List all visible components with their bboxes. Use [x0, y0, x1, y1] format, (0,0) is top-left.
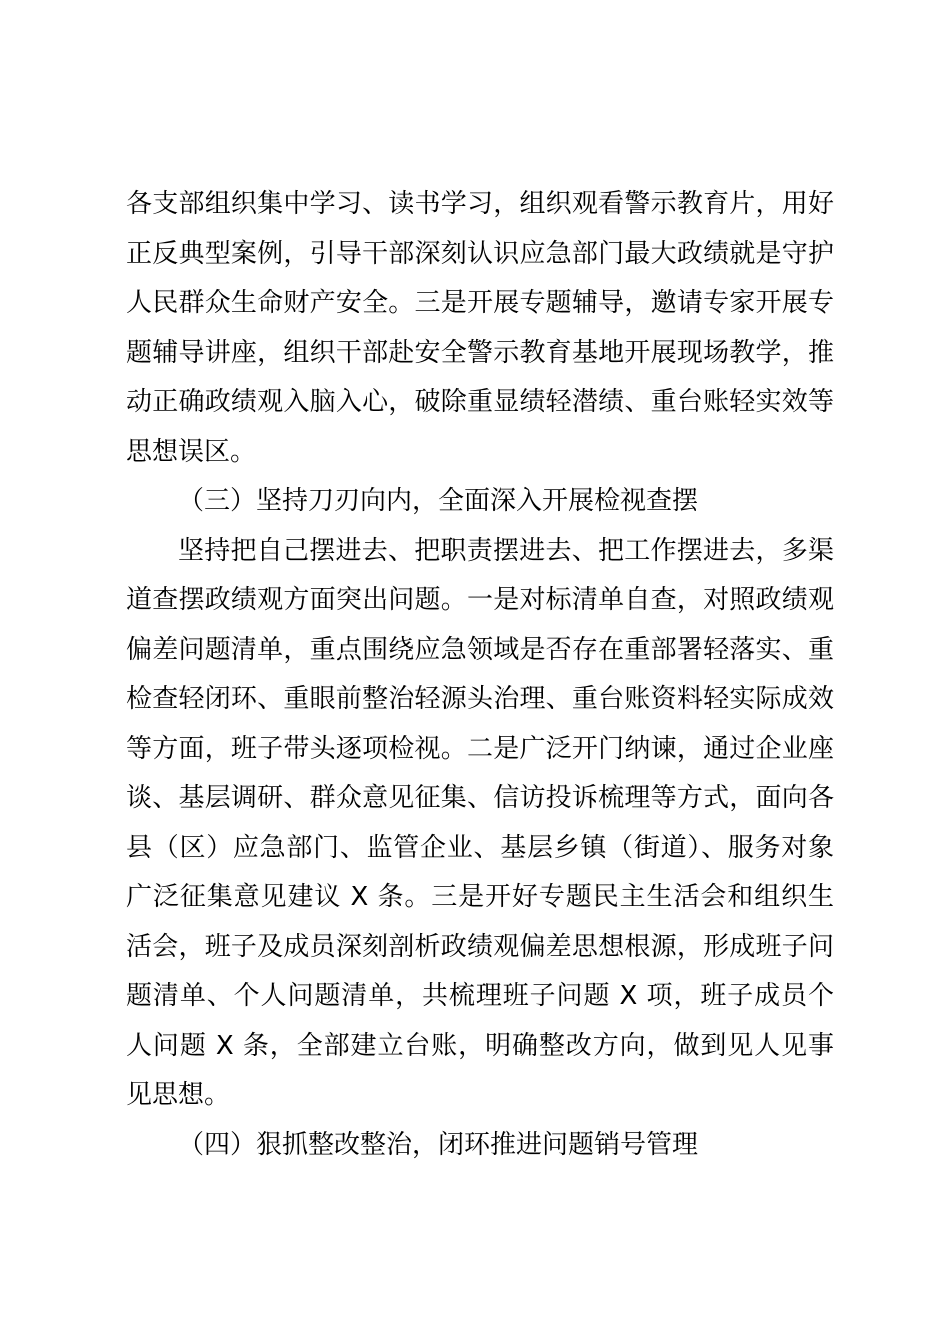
- paragraph-study-activities: 各支部组织集中学习、读书学习，组织观看警示教育片，用好正反典型案例，引导干部深刻认识应急部门最大政绩就是守护人民群众生命财产安全。三是开展专题辅导，邀请专家开展专题辅导讲座，组织干部赴安全警示教育基地开展现场教学，推动正确政绩观入脑入心，破除重显绩轻潜绩、重台账轻实效等思想误区。: [126, 189, 834, 467]
- document-body: [126, 180, 834, 1170]
- section-heading-three: （三）坚持刀刃向内，全面深入开展检视查摆: [178, 486, 699, 516]
- paragraph-self-examination: 坚持把自己摆进去、把职责摆进去、把工作摆进去，多渠道查摆政绩观方面突出问题。一是对标清单自查，对照政绩观偏差问题清单，重点围绕应急领域是否存在重部署轻落实、重检查轻闭环、重眼前整治轻源头治理、重台账资料轻实际成效等方面，班子带头逐项检视。二是广泛开门纳谏，通过企业座谈、基层调研、群众意见征集、信访投诉梳理等方式，面向各县（区）应急部门、监管企业、基层乡镇（街道）、服务对象广泛征集意见建议 X 条。三是开好专题民主生活会和组织生活会，班子及成员深刻剖析政绩观偏差思想根源，形成班子问题清单、个人问题清单，共梳理班子问题 X 项，班子成员个人问题 X 条，全部建立台账，明确整改方向，做到见人见事见思想。: [126, 535, 834, 1110]
- section-heading-four: （四）狠抓整改整治，闭环推进问题销号管理: [178, 1129, 699, 1160]
